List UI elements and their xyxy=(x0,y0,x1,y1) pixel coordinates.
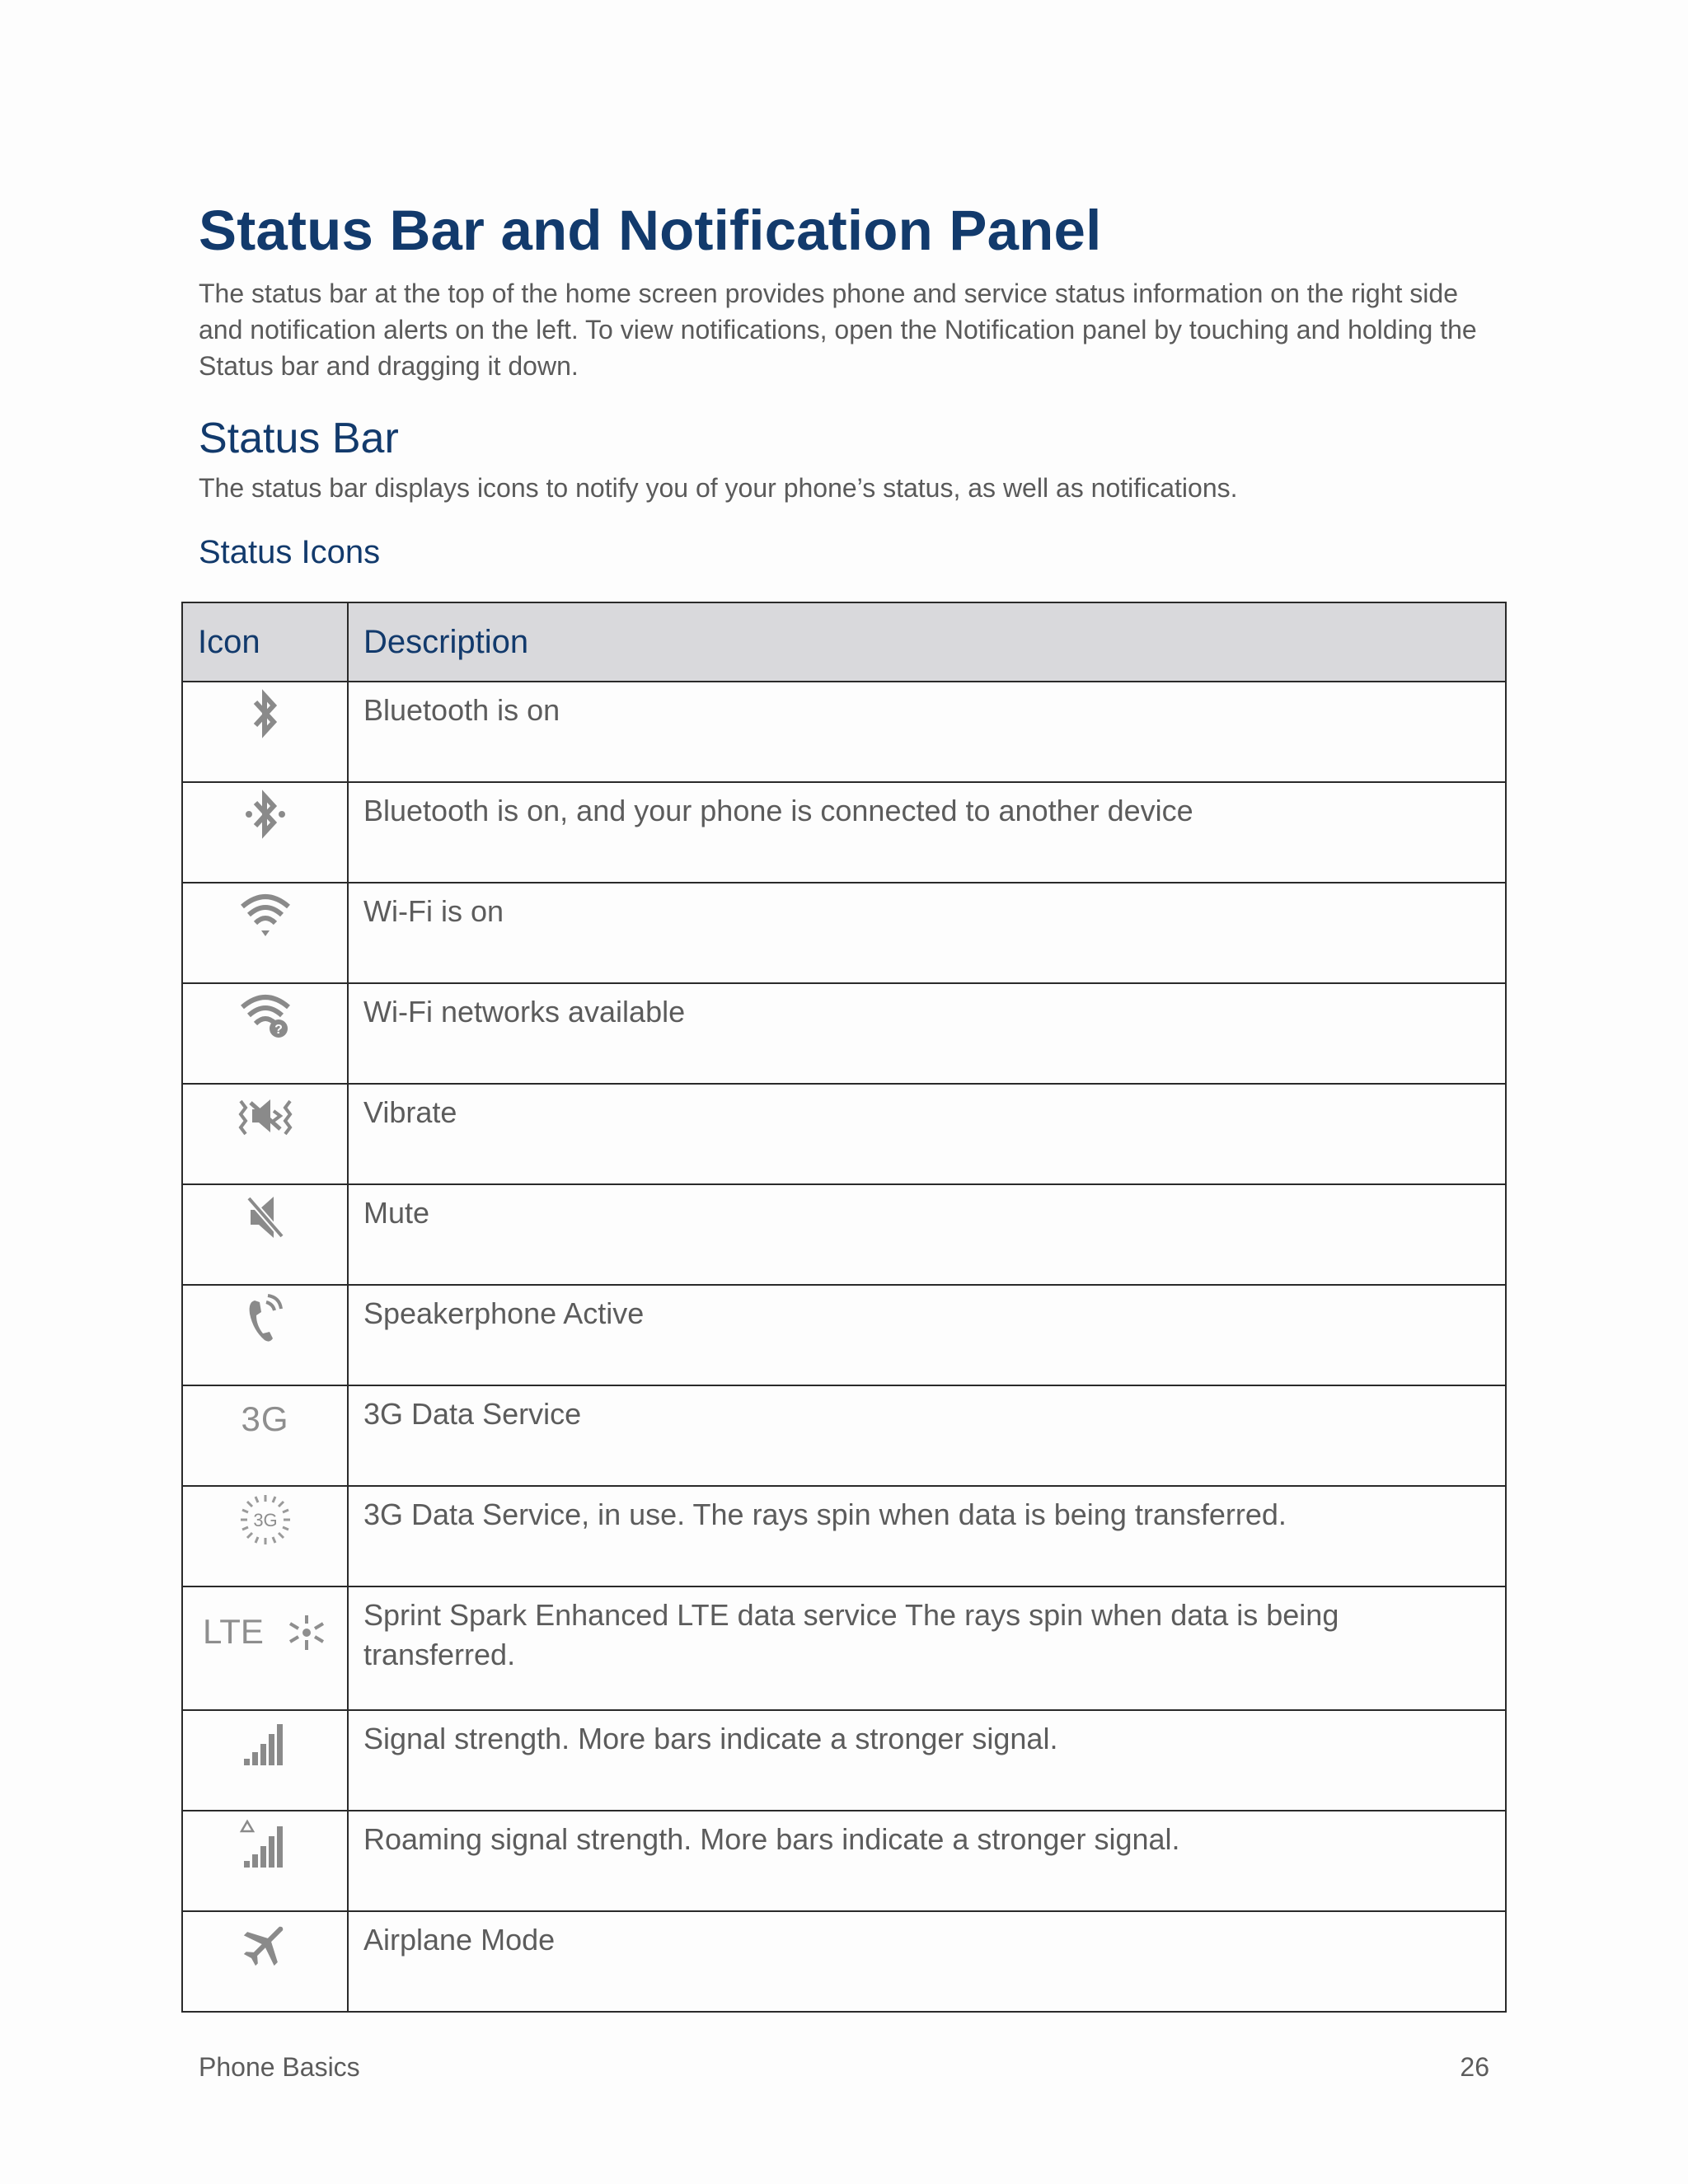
icon-cell xyxy=(182,883,348,983)
bluetooth-connected-icon xyxy=(242,790,288,839)
table-row xyxy=(182,782,1506,883)
icon-cell xyxy=(182,782,348,883)
description-cell: Wi-Fi is on xyxy=(348,883,1506,983)
mute-icon xyxy=(246,1192,285,1243)
airplane-icon xyxy=(239,1919,292,1970)
icon-cell xyxy=(182,1710,348,1811)
table-row xyxy=(182,1385,1506,1486)
description-cell: Roaming signal strength. More bars indicate a stronger signal. xyxy=(348,1811,1506,1911)
description-cell: Bluetooth is on, and your phone is connected to another device xyxy=(348,782,1506,883)
table-row xyxy=(182,983,1506,1084)
description-cell: Airplane Mode xyxy=(348,1911,1506,2012)
main-content xyxy=(199,194,1501,574)
description-cell: Signal strength. More bars indicate a stronger signal. xyxy=(348,1710,1506,1811)
icon-cell xyxy=(182,1385,348,1486)
table-row xyxy=(182,1811,1506,1911)
wifi-available-icon xyxy=(239,991,292,1042)
description-cell: Vibrate xyxy=(348,1084,1506,1184)
bluetooth-icon xyxy=(247,689,284,738)
icon-cell xyxy=(182,1811,348,1911)
table-row xyxy=(182,1486,1506,1586)
lte-icon xyxy=(199,1607,331,1657)
description-cell: Mute xyxy=(348,1184,1506,1285)
icon-cell xyxy=(182,1586,348,1710)
roaming-signal-icon xyxy=(239,1818,292,1871)
icon-cell xyxy=(182,1285,348,1385)
table-row xyxy=(182,883,1506,983)
table-row xyxy=(182,682,1506,782)
vibrate-icon xyxy=(237,1091,293,1141)
description-cell: Wi-Fi networks available xyxy=(348,983,1506,1084)
description-cell: 3G Data Service xyxy=(348,1385,1506,1486)
table-row xyxy=(182,1911,1506,2012)
intro-paragraph: The status bar at the top of the home screen provides phone and service status information on the right side and notification alerts on the left. To view notifications, open the Notification panel by touching and holding the Status bar and dragging it down. xyxy=(199,279,1477,381)
description-cell: Bluetooth is on xyxy=(348,682,1506,782)
svg-text:?: ? xyxy=(274,1023,283,1037)
3g-icon: 3G xyxy=(241,1399,289,1438)
icon-cell xyxy=(182,1084,348,1184)
page-title: Status Bar and Notification Panel xyxy=(199,199,1102,262)
section-description: The status bar displays icons to notify you of your phone’s status, as well as notifications. xyxy=(199,473,1238,503)
footer-section-name: Phone Basics xyxy=(199,2052,360,2082)
table-row xyxy=(182,1710,1506,1811)
subsection-heading: Status Icons xyxy=(199,534,381,570)
lte-icon-label: LTE xyxy=(202,1612,264,1651)
description-cell: Speakerphone Active xyxy=(348,1285,1506,1385)
icon-cell xyxy=(182,983,348,1084)
table-header-row xyxy=(182,602,1506,682)
table-row xyxy=(182,1084,1506,1184)
wifi-icon xyxy=(239,890,292,941)
status-icons-table xyxy=(181,602,1507,2013)
description-cell: Sprint Spark Enhanced LTE data service The rays spin when data is being transferred. xyxy=(348,1586,1506,1710)
3g-active-icon-label: 3G xyxy=(252,1510,278,1530)
column-header-description: Description xyxy=(348,602,1506,682)
table-row xyxy=(182,1184,1506,1285)
section-heading: Status Bar xyxy=(199,415,399,462)
column-header-icon: Icon xyxy=(182,602,348,682)
table-row xyxy=(182,1285,1506,1385)
icon-cell xyxy=(182,1184,348,1285)
icon-cell xyxy=(182,1911,348,2012)
speakerphone-icon xyxy=(245,1292,286,1345)
3g-active-icon xyxy=(239,1493,292,1546)
icon-cell xyxy=(182,1486,348,1586)
icon-cell xyxy=(182,682,348,782)
footer-page-number: 26 xyxy=(1460,2052,1489,2082)
description-cell: 3G Data Service, in use. The rays spin when data is being transferred. xyxy=(348,1486,1506,1586)
signal-strength-icon xyxy=(239,1718,292,1769)
table-row xyxy=(182,1586,1506,1710)
